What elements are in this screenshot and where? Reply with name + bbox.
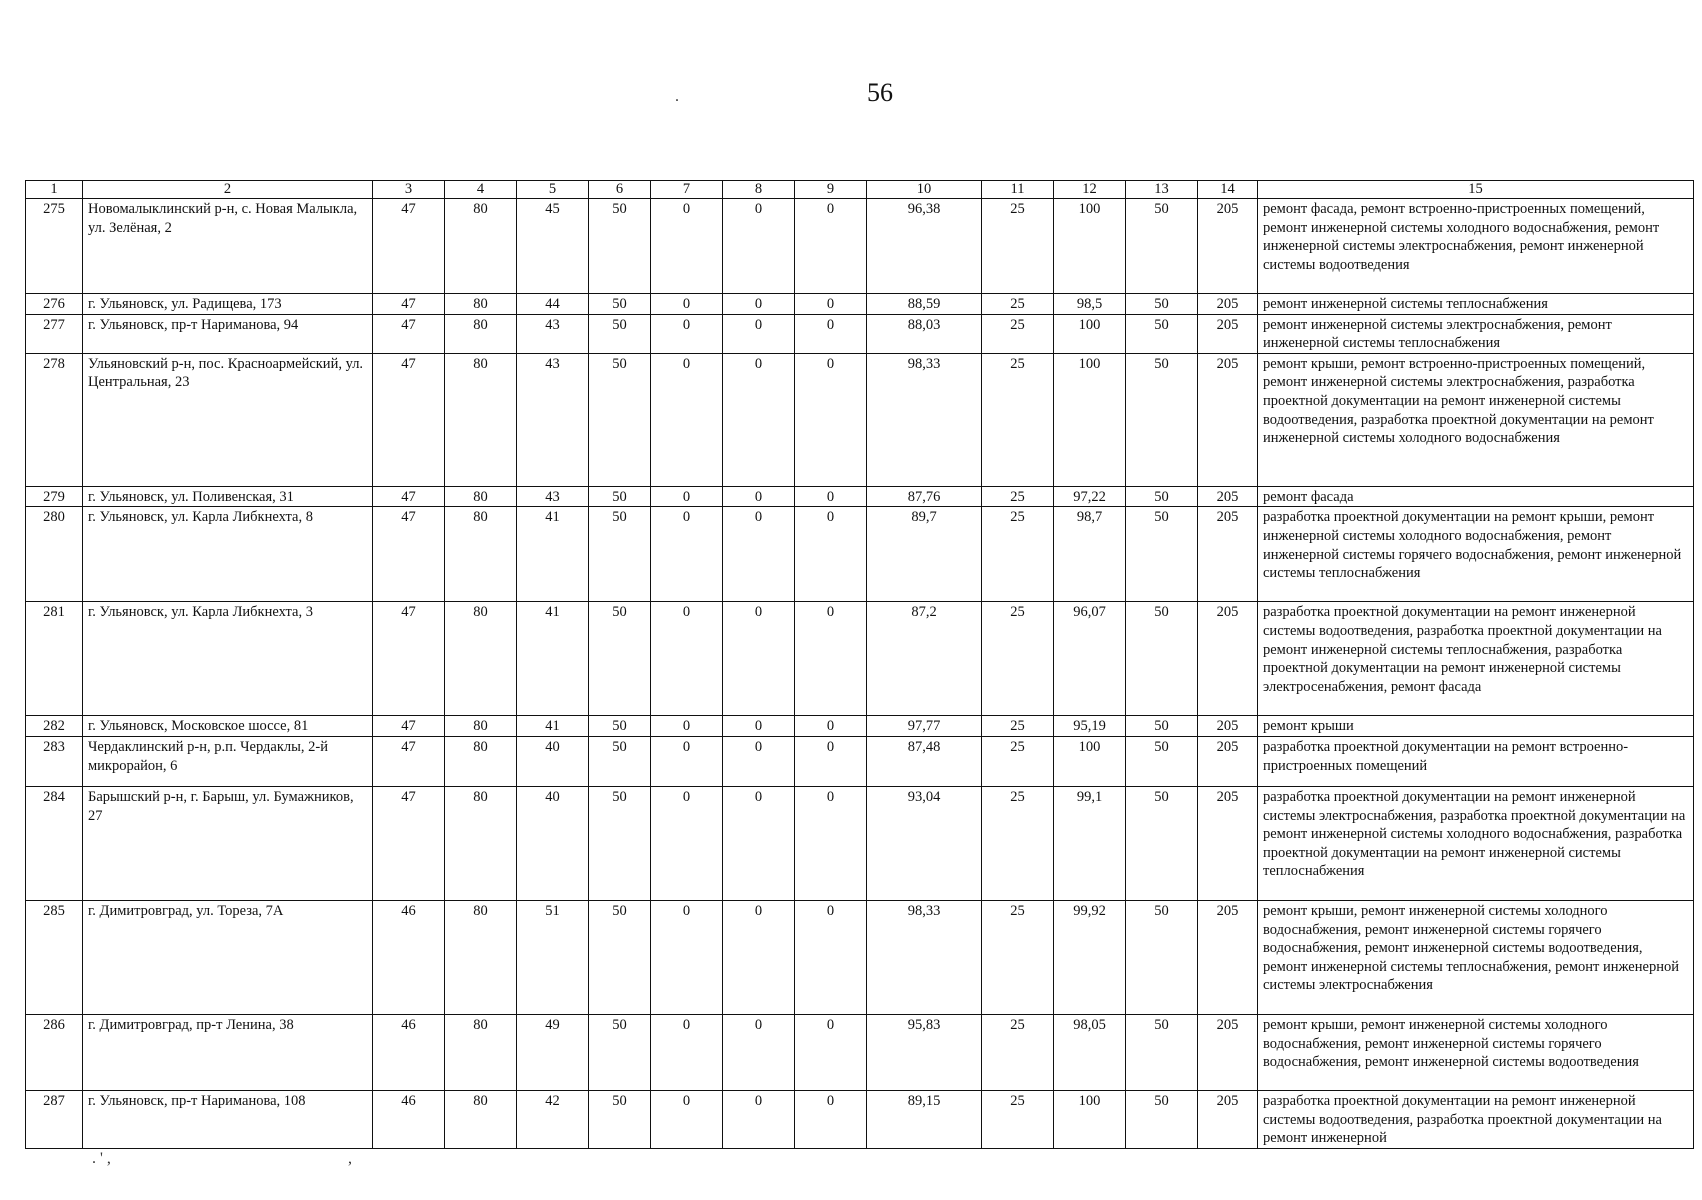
- address-cell: г. Димитровград, пр-т Ленина, 38: [83, 1014, 373, 1090]
- value-cell: 50: [1126, 736, 1198, 786]
- value-cell: 47: [373, 314, 445, 353]
- value-cell: 80: [445, 353, 517, 486]
- value-cell: 43: [517, 314, 589, 353]
- row-number-cell: 275: [26, 199, 83, 294]
- value-cell: 46: [373, 900, 445, 1014]
- table-row: [26, 507, 1694, 602]
- table-row: [26, 294, 1694, 315]
- value-cell: 0: [651, 602, 723, 716]
- value-cell: 97,22: [1054, 486, 1126, 507]
- works-cell: ремонт инженерной системы теплоснабжения: [1258, 294, 1694, 315]
- value-cell: 47: [373, 486, 445, 507]
- value-cell: 80: [445, 736, 517, 786]
- value-cell: 96,07: [1054, 602, 1126, 716]
- value-cell: 205: [1198, 199, 1258, 294]
- value-cell: 88,59: [867, 294, 982, 315]
- value-cell: 0: [723, 314, 795, 353]
- table-row: [26, 900, 1694, 1014]
- value-cell: 50: [1126, 353, 1198, 486]
- value-cell: 99,92: [1054, 900, 1126, 1014]
- value-cell: 0: [795, 602, 867, 716]
- value-cell: 97,77: [867, 716, 982, 737]
- value-cell: 0: [723, 716, 795, 737]
- works-cell: ремонт инженерной системы электроснабжения, ремонт инженерной системы теплоснабжения: [1258, 314, 1694, 353]
- column-header: 4: [445, 181, 517, 199]
- value-cell: 98,5: [1054, 294, 1126, 315]
- value-cell: 50: [1126, 1014, 1198, 1090]
- value-cell: 95,83: [867, 1014, 982, 1090]
- row-number-cell: 276: [26, 294, 83, 315]
- value-cell: 50: [589, 1090, 651, 1148]
- value-cell: 87,76: [867, 486, 982, 507]
- value-cell: 98,33: [867, 900, 982, 1014]
- value-cell: 25: [982, 507, 1054, 602]
- page-number: 56: [867, 78, 893, 107]
- value-cell: 50: [589, 294, 651, 315]
- value-cell: 50: [1126, 716, 1198, 737]
- value-cell: 50: [1126, 199, 1198, 294]
- value-cell: 50: [1126, 314, 1198, 353]
- value-cell: 50: [589, 736, 651, 786]
- works-cell: ремонт крыши, ремонт встроенно-пристроенных помещений, ремонт инженерной системы электроснабжения, разработка проектной документации на ремонт инженерной системы водоотведения, разработка проектной документации на ремонт инженерной системы холодного водоснабжения: [1258, 353, 1694, 486]
- value-cell: 0: [723, 1090, 795, 1148]
- scan-speck: ,: [348, 1150, 352, 1167]
- value-cell: 0: [723, 786, 795, 900]
- value-cell: 47: [373, 353, 445, 486]
- value-cell: 205: [1198, 294, 1258, 315]
- address-cell: г. Димитровград, ул. Тореза, 7А: [83, 900, 373, 1014]
- value-cell: 205: [1198, 353, 1258, 486]
- works-cell: ремонт крыши, ремонт инженерной системы холодного водоснабжения, ремонт инженерной системы горячего водоснабжения, ремонт инженерной системы водоотведения, ремонт инженерной системы теплоснабжения, ремонт инженерной системы электроснабжения: [1258, 900, 1694, 1014]
- value-cell: 205: [1198, 1090, 1258, 1148]
- value-cell: 25: [982, 199, 1054, 294]
- value-cell: 80: [445, 900, 517, 1014]
- value-cell: 0: [795, 716, 867, 737]
- value-cell: 100: [1054, 314, 1126, 353]
- column-header: 6: [589, 181, 651, 199]
- value-cell: 89,7: [867, 507, 982, 602]
- works-cell: ремонт фасада: [1258, 486, 1694, 507]
- works-cell: ремонт крыши: [1258, 716, 1694, 737]
- value-cell: 0: [795, 786, 867, 900]
- value-cell: 50: [1126, 900, 1198, 1014]
- table-row: [26, 716, 1694, 737]
- value-cell: 41: [517, 602, 589, 716]
- value-cell: 80: [445, 486, 517, 507]
- value-cell: 89,15: [867, 1090, 982, 1148]
- value-cell: 0: [723, 507, 795, 602]
- value-cell: 205: [1198, 1014, 1258, 1090]
- value-cell: 0: [795, 486, 867, 507]
- value-cell: 93,04: [867, 786, 982, 900]
- value-cell: 41: [517, 716, 589, 737]
- value-cell: 43: [517, 353, 589, 486]
- value-cell: 205: [1198, 507, 1258, 602]
- value-cell: 46: [373, 1090, 445, 1148]
- value-cell: 50: [589, 786, 651, 900]
- value-cell: 50: [589, 486, 651, 507]
- value-cell: 0: [651, 716, 723, 737]
- value-cell: 98,05: [1054, 1014, 1126, 1090]
- row-number-cell: 283: [26, 736, 83, 786]
- works-cell: разработка проектной документации на ремонт инженерной системы водоотведения, разработка проектной документации на ремонт инженерной: [1258, 1090, 1694, 1148]
- value-cell: 0: [723, 736, 795, 786]
- value-cell: 47: [373, 602, 445, 716]
- works-cell: разработка проектной документации на ремонт инженерной системы электроснабжения, разработка проектной документации на ремонт инженерной системы холодного водоснабжения, разработка проектной документации на ремонт инженерной системы теплоснабжения: [1258, 786, 1694, 900]
- value-cell: 96,38: [867, 199, 982, 294]
- value-cell: 51: [517, 900, 589, 1014]
- address-cell: Барышский р-н, г. Барыш, ул. Бумажников, 27: [83, 786, 373, 900]
- address-cell: г. Ульяновск, пр-т Нариманова, 94: [83, 314, 373, 353]
- value-cell: 80: [445, 1014, 517, 1090]
- value-cell: 0: [723, 353, 795, 486]
- works-cell: ремонт крыши, ремонт инженерной системы холодного водоснабжения, ремонт инженерной системы горячего водоснабжения, ремонт инженерной системы водоотведения: [1258, 1014, 1694, 1090]
- value-cell: 100: [1054, 1090, 1126, 1148]
- column-header: 8: [723, 181, 795, 199]
- value-cell: 80: [445, 507, 517, 602]
- value-cell: 98,7: [1054, 507, 1126, 602]
- value-cell: 0: [651, 486, 723, 507]
- value-cell: 205: [1198, 716, 1258, 737]
- value-cell: 50: [589, 1014, 651, 1090]
- value-cell: 80: [445, 314, 517, 353]
- address-cell: Ульяновский р-н, пос. Красноармейский, ул. Центральная, 23: [83, 353, 373, 486]
- value-cell: 46: [373, 1014, 445, 1090]
- value-cell: 44: [517, 294, 589, 315]
- address-cell: г. Ульяновск, ул. Карла Либкнехта, 3: [83, 602, 373, 716]
- value-cell: 25: [982, 900, 1054, 1014]
- value-cell: 0: [723, 294, 795, 315]
- value-cell: 49: [517, 1014, 589, 1090]
- value-cell: 0: [651, 1014, 723, 1090]
- value-cell: 50: [589, 900, 651, 1014]
- table-row: [26, 602, 1694, 716]
- value-cell: 50: [589, 716, 651, 737]
- row-number-cell: 282: [26, 716, 83, 737]
- value-cell: 80: [445, 199, 517, 294]
- value-cell: 25: [982, 716, 1054, 737]
- value-cell: 50: [1126, 507, 1198, 602]
- value-cell: 0: [795, 507, 867, 602]
- value-cell: 87,48: [867, 736, 982, 786]
- value-cell: 0: [795, 1090, 867, 1148]
- value-cell: 0: [651, 353, 723, 486]
- value-cell: 0: [723, 900, 795, 1014]
- column-header: 11: [982, 181, 1054, 199]
- column-header: 13: [1126, 181, 1198, 199]
- value-cell: 0: [651, 1090, 723, 1148]
- value-cell: 0: [651, 507, 723, 602]
- row-number-cell: 279: [26, 486, 83, 507]
- value-cell: 50: [1126, 294, 1198, 315]
- column-header: 9: [795, 181, 867, 199]
- value-cell: 25: [982, 314, 1054, 353]
- value-cell: 80: [445, 716, 517, 737]
- value-cell: 0: [651, 786, 723, 900]
- value-cell: 205: [1198, 314, 1258, 353]
- column-header: 3: [373, 181, 445, 199]
- value-cell: 25: [982, 294, 1054, 315]
- value-cell: 0: [795, 353, 867, 486]
- address-cell: г. Ульяновск, ул. Поливенская, 31: [83, 486, 373, 507]
- value-cell: 205: [1198, 786, 1258, 900]
- row-number-cell: 285: [26, 900, 83, 1014]
- value-cell: 50: [589, 602, 651, 716]
- address-cell: Новомалыклинский р-н, с. Новая Малыкла, ул. Зелёная, 2: [83, 199, 373, 294]
- value-cell: 205: [1198, 486, 1258, 507]
- value-cell: 205: [1198, 602, 1258, 716]
- table-row: [26, 1014, 1694, 1090]
- value-cell: 43: [517, 486, 589, 507]
- value-cell: 80: [445, 294, 517, 315]
- row-number-cell: 284: [26, 786, 83, 900]
- value-cell: 50: [589, 507, 651, 602]
- table-row: [26, 486, 1694, 507]
- value-cell: 40: [517, 786, 589, 900]
- table-row: [26, 314, 1694, 353]
- works-cell: ремонт фасада, ремонт встроенно-пристроенных помещений, ремонт инженерной системы холодного водоснабжения, ремонт инженерной системы электроснабжения, ремонт инженерной системы водоотведения: [1258, 199, 1694, 294]
- value-cell: 25: [982, 1014, 1054, 1090]
- value-cell: 50: [589, 353, 651, 486]
- column-header: 5: [517, 181, 589, 199]
- value-cell: 45: [517, 199, 589, 294]
- value-cell: 0: [651, 314, 723, 353]
- value-cell: 25: [982, 353, 1054, 486]
- value-cell: 80: [445, 602, 517, 716]
- value-cell: 100: [1054, 199, 1126, 294]
- address-cell: г. Ульяновск, Московское шоссе, 81: [83, 716, 373, 737]
- value-cell: 0: [795, 736, 867, 786]
- value-cell: 205: [1198, 900, 1258, 1014]
- column-number-row: [26, 181, 1694, 199]
- value-cell: 0: [651, 294, 723, 315]
- value-cell: 41: [517, 507, 589, 602]
- table-row: [26, 786, 1694, 900]
- table-row: [26, 736, 1694, 786]
- table-row: [26, 199, 1694, 294]
- value-cell: 50: [1126, 486, 1198, 507]
- register-table: [25, 180, 1694, 1149]
- value-cell: 0: [723, 1014, 795, 1090]
- column-header: 7: [651, 181, 723, 199]
- value-cell: 80: [445, 1090, 517, 1148]
- value-cell: 0: [651, 736, 723, 786]
- value-cell: 0: [723, 486, 795, 507]
- value-cell: 100: [1054, 353, 1126, 486]
- value-cell: 25: [982, 786, 1054, 900]
- address-cell: Чердаклинский р-н, р.п. Чердаклы, 2-й микрорайон, 6: [83, 736, 373, 786]
- value-cell: 0: [795, 900, 867, 1014]
- works-cell: разработка проектной документации на ремонт встроенно-пристроенных помещений: [1258, 736, 1694, 786]
- value-cell: 50: [1126, 786, 1198, 900]
- column-header: 14: [1198, 181, 1258, 199]
- value-cell: 100: [1054, 736, 1126, 786]
- address-cell: г. Ульяновск, ул. Радищева, 173: [83, 294, 373, 315]
- value-cell: 42: [517, 1090, 589, 1148]
- column-header: 2: [83, 181, 373, 199]
- row-number-cell: 278: [26, 353, 83, 486]
- row-number-cell: 277: [26, 314, 83, 353]
- value-cell: 87,2: [867, 602, 982, 716]
- table-row: [26, 1090, 1694, 1148]
- works-cell: разработка проектной документации на ремонт крыши, ремонт инженерной системы холодного водоснабжения, ремонт инженерной системы горячего водоснабжения, ремонт инженерной системы теплоснабжения: [1258, 507, 1694, 602]
- value-cell: 47: [373, 507, 445, 602]
- scan-speck: . ' ,: [92, 1150, 111, 1167]
- value-cell: 47: [373, 736, 445, 786]
- value-cell: 50: [1126, 1090, 1198, 1148]
- value-cell: 98,33: [867, 353, 982, 486]
- works-cell: разработка проектной документации на ремонт инженерной системы водоотведения, разработка проектной документации на ремонт инженерной системы теплоснабжения, разработка проектной документации на ремонт инженерной системы электросенабжения, ремонт фасада: [1258, 602, 1694, 716]
- value-cell: 25: [982, 486, 1054, 507]
- value-cell: 0: [795, 199, 867, 294]
- value-cell: 80: [445, 786, 517, 900]
- value-cell: 50: [589, 199, 651, 294]
- column-header: 10: [867, 181, 982, 199]
- value-cell: 25: [982, 602, 1054, 716]
- column-header: 12: [1054, 181, 1126, 199]
- value-cell: 47: [373, 786, 445, 900]
- value-cell: 0: [723, 199, 795, 294]
- value-cell: 205: [1198, 736, 1258, 786]
- table-row: [26, 353, 1694, 486]
- column-header: 1: [26, 181, 83, 199]
- value-cell: 25: [982, 1090, 1054, 1148]
- address-cell: г. Ульяновск, пр-т Нариманова, 108: [83, 1090, 373, 1148]
- value-cell: 50: [589, 314, 651, 353]
- value-cell: 25: [982, 736, 1054, 786]
- scan-speck: .: [675, 88, 679, 105]
- value-cell: 40: [517, 736, 589, 786]
- value-cell: 0: [795, 314, 867, 353]
- row-number-cell: 286: [26, 1014, 83, 1090]
- value-cell: 47: [373, 199, 445, 294]
- value-cell: 88,03: [867, 314, 982, 353]
- address-cell: г. Ульяновск, ул. Карла Либкнехта, 8: [83, 507, 373, 602]
- value-cell: 0: [651, 199, 723, 294]
- value-cell: 0: [651, 900, 723, 1014]
- value-cell: 50: [1126, 602, 1198, 716]
- value-cell: 47: [373, 716, 445, 737]
- row-number-cell: 281: [26, 602, 83, 716]
- value-cell: 0: [723, 602, 795, 716]
- value-cell: 47: [373, 294, 445, 315]
- row-number-cell: 287: [26, 1090, 83, 1148]
- value-cell: 99,1: [1054, 786, 1126, 900]
- value-cell: 0: [795, 294, 867, 315]
- column-header: 15: [1258, 181, 1694, 199]
- row-number-cell: 280: [26, 507, 83, 602]
- value-cell: 0: [795, 1014, 867, 1090]
- value-cell: 95,19: [1054, 716, 1126, 737]
